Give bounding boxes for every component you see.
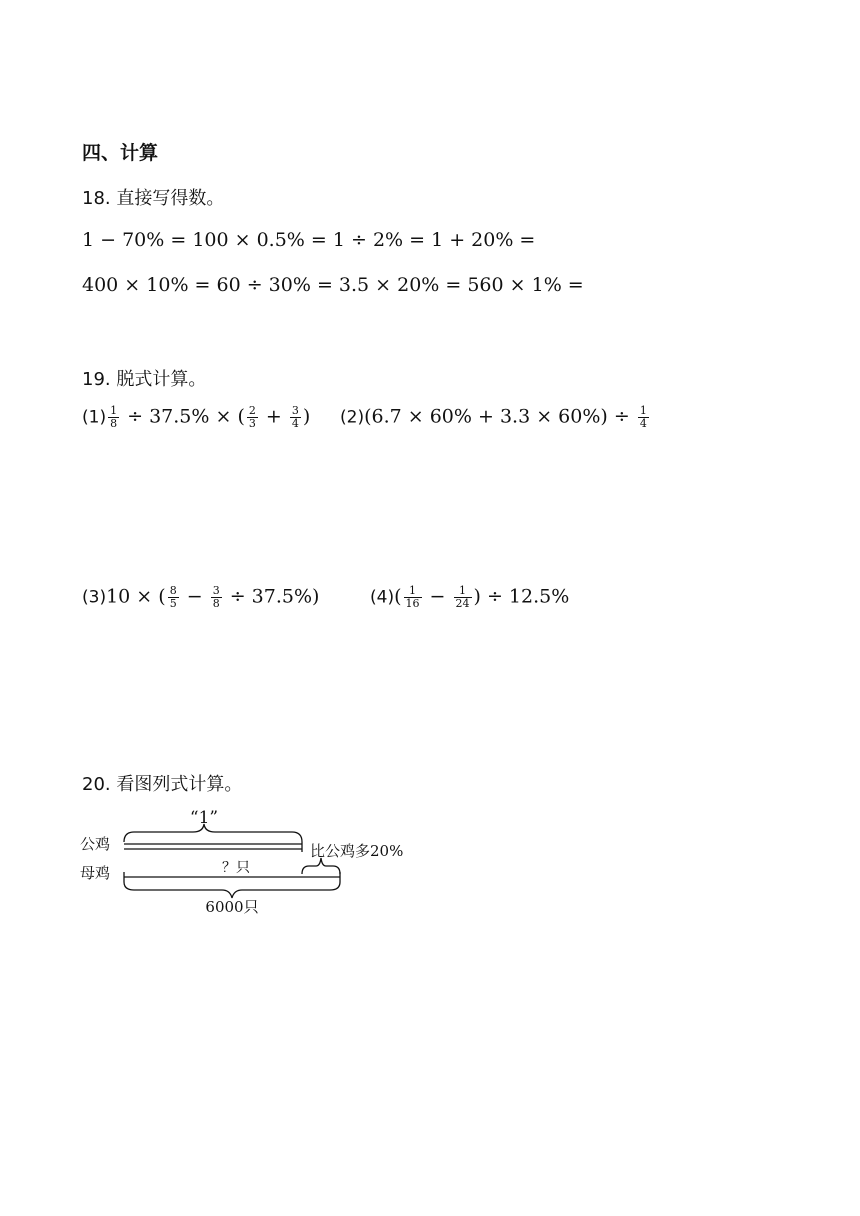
unit-label: “1” (189, 808, 219, 828)
fraction: $\frac{1}{4}$ (639, 404, 647, 430)
fraction: $\frac{2}{3}$ (248, 404, 256, 430)
total-label: 6000只 (205, 898, 259, 916)
q18-title: 18. 直接写得数。 (82, 188, 225, 209)
q19-problem-4: (4)( $\frac{1}{16}$ − $\frac{1}{24}$ ) ÷ 12.5% (370, 584, 570, 610)
q19-problem-1: (1) $\frac{1}{8}$ ÷ 37.5% × ( $\frac{2}{3}$ + $\frac{3}{4}$ ) (82, 404, 311, 430)
more-than-label: 比公鸡多20% (310, 842, 404, 860)
problem-label: (1) (82, 407, 107, 428)
q18-row-2: 400 × 10% = 60 ÷ 30% = 3.5 × 20% = 560 × 1% = (82, 274, 584, 296)
fraction: $\frac{3}{4}$ (291, 404, 299, 430)
q20-title: 20. 看图列式计算。 (82, 774, 243, 795)
q19-problem-3: (3)10 × ( $\frac{8}{5}$ − $\frac{3}{8}$ ÷ 37.5%) (82, 584, 320, 610)
line-segment-diagram (78, 800, 438, 918)
q18-row-1: 1 − 70% = 100 × 0.5% = 1 ÷ 2% = 1 + 20% = (82, 229, 536, 251)
fraction: $\frac{1}{24}$ (455, 584, 470, 610)
problem-label: (4) (370, 587, 395, 608)
fraction: $\frac{1}{16}$ (405, 584, 420, 610)
problem-label: (3) (82, 587, 107, 608)
fraction: $\frac{8}{5}$ (169, 584, 177, 610)
q19-problem-2: (2)(6.7 × 60% + 3.3 × 60%) ÷ $\frac{1}{4}$ (340, 404, 647, 430)
q19-title: 19. 脱式计算。 (82, 369, 207, 390)
unknown-label: ？只 (222, 860, 250, 876)
problem-label: (2) (340, 407, 365, 428)
bottom-brace (124, 882, 340, 898)
fraction: $\frac{3}{8}$ (212, 584, 220, 610)
fraction: $\frac{1}{8}$ (110, 404, 118, 430)
hen-label: 母鸡 (80, 864, 111, 882)
rooster-label: 公鸡 (80, 835, 111, 853)
extra-brace (302, 858, 340, 874)
section-title: 四、计算 (82, 142, 159, 164)
